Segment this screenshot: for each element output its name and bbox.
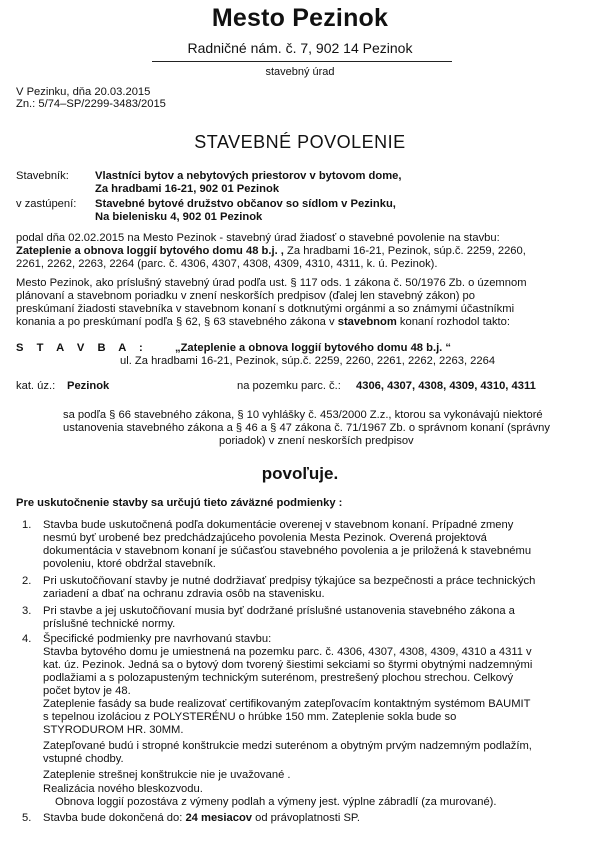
intro-project-address: Za hradbami 16-21, Pezinok, súp.č. 2259, 2260, [283,245,526,257]
intro-project-name: Zateplenie a obnova loggií bytového domu 48 b.j. , [16,245,284,257]
representative-line-2: Na bielenisku 4, 902 01 Pezinok [95,211,263,223]
condition-3-number: 3. [22,605,32,617]
stavba-name: „Zateplenie a obnova loggií bytového domu 48 b.j. “ [175,342,451,354]
condition-4-line-13: Obnova loggií pozostáva z výmeny podlah a výmeny jest. výplne zábradlí (za murované). [55,796,497,808]
para2-line-2: plánovaní a stavebnom poriadku v znení neskorších predpisov (ďalej len stavebný zákon) po [16,290,475,302]
condition-5-deadline: 24 mesiacov [185,812,253,824]
condition-4-line-9: Zatepľované budú i stropné konštrukcie medzi suterénom a obytným prvým nadzemným podlažím, [43,740,532,752]
condition-2-line-2: zariadení a dbať na ochranu zdravia osôb na stavenisku. [43,588,325,600]
legal-line-2: ustanovenia stavebného zákona a § 46 a § 47 zákona č. 71/1967 Zb. o správnom konaní (správny [63,422,550,434]
condition-4-line-8: STYRODUROM HR. 30MM. [43,724,184,736]
para2-line-1: Mesto Pezinok, ako príslušný stavebný úrad podľa ust. § 117 ods. 1 zákona č. 50/1976 Zb. o územnom [16,277,527,289]
stavba-label: S T A V B A : [16,342,148,354]
builder-line-2: Za hradbami 16-21, 902 01 Pezinok [95,183,280,195]
condition-5-number: 5. [22,812,32,824]
condition-1-line-4: povoleniu, ktoré obdržal stavebník. [43,558,216,570]
condition-5-line [43,812,360,825]
condition-4-line-12: Realizácia nového bleskozvodu. [43,783,203,795]
intro-line-1: podal dňa 02.02.2015 na Mesto Pezinok - stavebný úrad žiadosť o stavebné povolenie na stavbu: [16,232,500,244]
stavba-address: ul. Za hradbami 16-21, Pezinok, súp.č. 2259, 2260, 2261, 2262, 2263, 2264 [120,355,496,367]
condition-4-line-3: kat. úz. Pezinok. Jedná sa o bytový dom tvorený šiestimi sekciami so štyrmi obytnými nadzemnými [43,659,533,671]
builder-label: Stavebník: [16,170,69,182]
intro-line-3: 2261, 2262, 2263, 2264 (parc. č. 4306, 4307, 4308, 4309, 4310, 4311, k. ú. Pezinok). [16,258,438,270]
condition-4-line-4: podlažiami a s polozapusteným technickým suterénom, prestrešený plochou strechou. Celkový [43,672,514,684]
condition-4-number: 4. [22,633,32,645]
document-title: STAVEBNÉ POVOLENIE [194,132,406,152]
issue-date: V Pezinku, dňa 20.03.2015 [16,86,151,98]
cadastre-value: Pezinok [67,380,110,392]
cadastre-label: kat. úz.: [16,380,56,392]
para2-line-4 [16,316,510,329]
representative-label: v zastúpení: [16,198,77,210]
condition-4-line-2: Stavba bytového domu je umiestnená na pozemku parc. č. 4306, 4307, 4308, 4309, 4310 a 4311 v [43,646,532,658]
city-title: Mesto Pezinok [211,4,389,32]
condition-1-line-2: nesmú byť urobené bez predchádzajúceho povolenia Mesta Pezinok. Overená projektová [43,532,487,544]
legal-line-3: poriadok) v znení neskorších predpisov [219,435,414,447]
condition-3-line-2: príslušné technické normy. [43,618,176,630]
representative-line-1: Stavebné bytové družstvo občanov so sídlom v Pezinku, [95,198,396,210]
condition-4-line-10: vstupné chodby. [43,753,124,765]
condition-1-line-1: Stavba bude uskutočnená podľa dokumentácie overenej v stavebnom konaní. Prípadné zmeny [43,519,514,531]
intro-line-2 [16,245,526,258]
condition-1-line-3: dokumentácia v stavebnom konaní je súčasťou stavebného povolenia a je priložená k stavebnému [43,545,532,557]
decision-word: povoľuje. [261,464,339,483]
condition-4-line-11: Zateplenie strešnej konštrukcie nie je uvažované . [43,769,291,781]
parcel-label: na pozemku parc. č.: [237,380,341,392]
legal-line-1: sa podľa § 66 stavebného zákona, § 10 vyhlášky č. 453/2000 Z.z., ktorou sa vykonávajú niektoré [63,409,543,421]
condition-3-line-1: Pri stavbe a jej uskutočňovaní musia byť dodržané príslušné ustanovenia stavebného zákona a [43,605,515,617]
condition-5-c: od právoplatnosti SP. [252,812,361,824]
builder-line-1: Vlastníci bytov a nebytových priestorov v bytovom dome, [95,170,402,182]
office-name: stavebný úrad [265,66,335,78]
conditions-heading: Pre uskutočnenie stavby sa určujú tieto záväzné podmienky : [16,497,343,509]
reference-number: Zn.: 5/74–SP/2299-3483/2015 [16,98,166,110]
para2-line-4-c: konaní rozhodol takto: [396,316,510,328]
condition-2-line-1: Pri uskutočňovaní stavby je nutné dodržiavať predpisy týkajúce sa bezpečnosti a práce technických [43,575,536,587]
header-divider [152,61,452,62]
condition-2-number: 2. [22,575,32,587]
condition-5-a: Stavba bude dokončená do: [43,812,186,824]
city-address: Radničné nám. č. 7, 902 14 Pezinok [187,40,413,56]
para2-line-4-bold: stavebnom [337,316,397,328]
para2-line-3: preskúmaní žiadosti stavebníka v stavebnom konaní s dotknutými orgánmi a so známymi účastníkmi [16,303,515,315]
condition-1-number: 1. [22,519,32,531]
condition-4-line-1: Špecifické podmienky pre navrhovanú stavbu: [43,633,272,645]
condition-4-line-5: počet bytov je 48. [43,685,131,697]
para2-line-4-a: konania a po preskúmaní podľa § 62, § 63 stavebného zákona v [16,316,338,328]
condition-4-line-7: s tepelnou izoláciou z POLYSTERÉNU o hrúbke 150 mm. Zateplenie sokla bude so [43,711,457,723]
parcel-numbers: 4306, 4307, 4308, 4309, 4310, 4311 [356,380,536,392]
condition-4-line-6: Zateplenie fasády sa bude realizovať certifikovaným zatepľovacím kontaktným systémom BAUMIT [43,698,531,710]
